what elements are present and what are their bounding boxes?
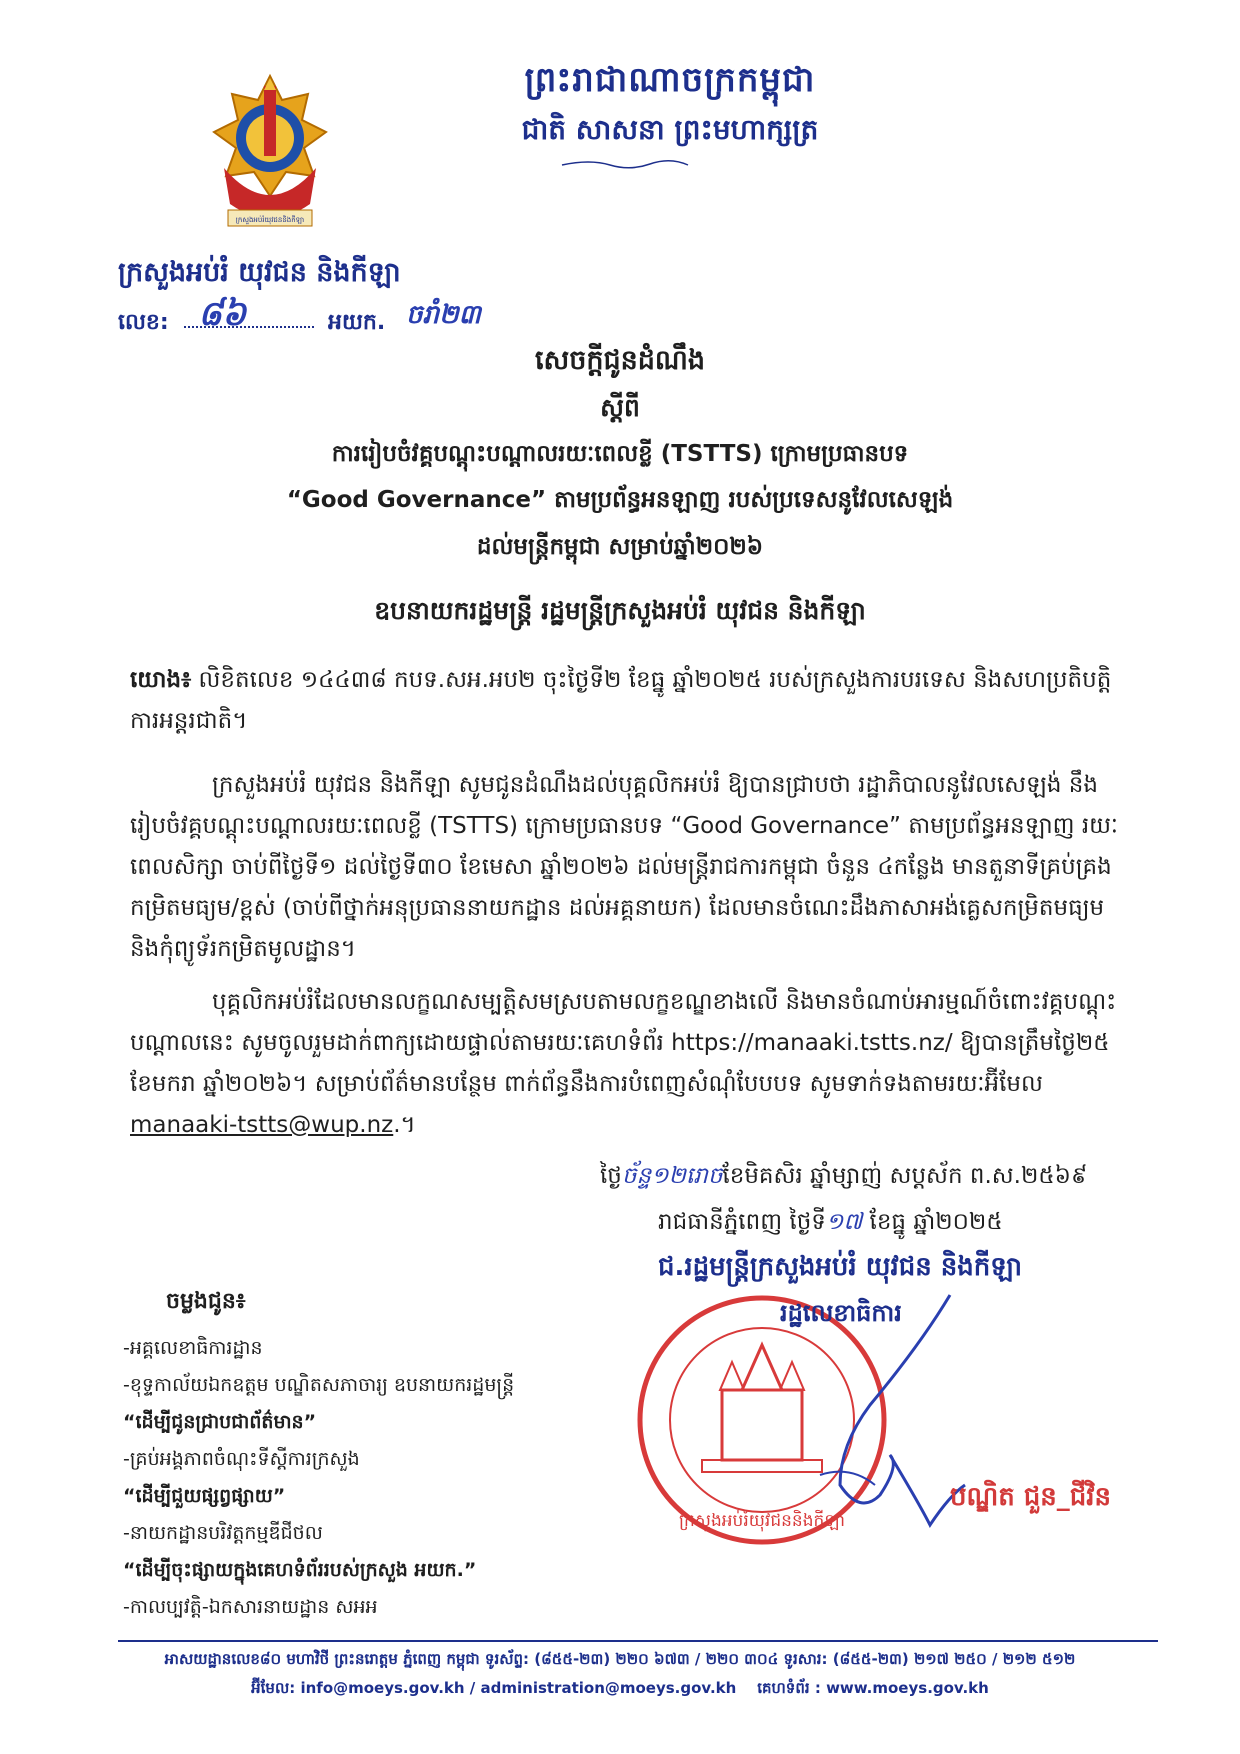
subject-line-2: “Good Governance” តាមប្រព័ន្ធអនឡាញ របស់ប្រទេសនូវែលសេឡង់ [286, 487, 954, 513]
lunar-date-rest: ខែមិគសិរ ឆ្នាំម្សាញ់ សប្តស័ក ព.ស.២៥៦៩ [722, 1163, 1088, 1189]
copy-to-item: -អគ្គលេខាធិការដ្ឋាន [123, 1337, 263, 1359]
kingdom-heading: ព្រះរាជាណាចក្រកម្ពុជា [524, 60, 816, 100]
subject-line-3: ដល់មន្ត្រីកម្ពុជា សម្រាប់ឆ្នាំ២០២៦ [476, 534, 764, 560]
signer-title: ជ.រដ្ឋមន្ត្រីក្រសួងអប់រំ យុវជន និងកីឡា [658, 1252, 1023, 1282]
lunar-date-prefix: ថ្ងៃ [600, 1163, 622, 1189]
reference-number-line [118, 294, 518, 340]
footer-email-label: អ៊ីមែល: [251, 1679, 296, 1697]
footer-contact [0, 1679, 1240, 1701]
footer-website-link[interactable]: www.moeys.gov.kh [826, 1679, 989, 1697]
national-motto: ជាតិ សាសនា ព្រះមហាក្សត្រ [521, 113, 819, 146]
document-subtitle: ស្តីពី [600, 393, 640, 422]
lunar-date-handwritten: ច័ន្ទ១២រោច [621, 1163, 723, 1189]
body-paragraph-2 [130, 982, 1130, 1146]
footer-address: អាសយដ្ឋានលេខ៨០ មហាវិថី ព្រះនរោត្តម ភ្នំពេញ កម្ពុជា ទូរស័ព្ទ: (៨៥៥-២៣) ២២០ ៦៧៣ / ២២០ ៣០៤ ទូរសារ: (៨៥៥-២៣) ២១៧ ២៥០ / ២១២ ៥១២ [164, 1650, 1076, 1668]
reference-number-handwritten: ៨៦ [198, 294, 247, 334]
copy-to-note: “ដើម្បីចុះផ្សាយក្នុងគេហទំព័ររបស់ក្រសួង អយក.” [123, 1559, 477, 1582]
reference-paragraph-text: លិខិតលេខ ១៤៤៣៨ កបទ.សអ.អប២ ចុះថ្ងៃទី២ ខែធ្នូ ឆ្នាំ២០២៥ របស់ក្រសួងការបរទេស និងសហប្រតិបត្តិការអន្តរជាតិ។ [130, 667, 1112, 734]
copy-to-heading: ចម្លងជូន៖ [166, 1289, 246, 1314]
paragraph-2-end: .។ [393, 1111, 416, 1138]
handwritten-signature [800, 1285, 970, 1555]
solar-date-rest: ខែធ្នូ ឆ្នាំ២០២៥ [862, 1209, 1003, 1235]
copy-to-item: -ខុទ្ទកាល័យឯកឧត្តម បណ្ឌិតសភាចារ្យ ឧបនាយករដ្ឋមន្ត្រី [123, 1374, 515, 1397]
ministry-emblem [210, 72, 330, 240]
paragraph-2-deadline-text: ឱ្យបានត្រឹមថ្ងៃ២៥ ខែមករា ឆ្នាំ២០២៦។ សម្រាប់ព័ត៌មានបន្ថែម ពាក់ព័ន្ធនឹងការបំពេញសំណុំបែបបទ សូមទាក់ទងតាមរយៈអ៊ីមែល [130, 1029, 1110, 1097]
document-title: សេចក្តីជូនដំណឹង [534, 345, 706, 376]
reference-suffix: អយក. [328, 310, 386, 335]
copy-to-item: -កាលប្បវត្តិ-ឯកសារនាយដ្ឋាន សអអ [123, 1596, 378, 1619]
reference-paragraph-label: យោង៖ [130, 667, 192, 693]
lunar-date [600, 1162, 1160, 1195]
solar-date-day-handwritten: ១៧ [825, 1209, 863, 1235]
application-url: https://manaaki.tstts.nz/ [671, 1029, 953, 1056]
issuer-heading: ឧបនាយករដ្ឋមន្ត្រី រដ្ឋមន្ត្រីក្រសួងអប់រំ យុវជន និងកីឡា [374, 596, 866, 625]
body-paragraph-1: ក្រសួងអប់រំ យុវជន និងកីឡា សូមជូនដំណឹងដល់បុគ្គលិកអប់រំ ឱ្យបានជ្រាបថា រដ្ឋាភិបាលនូវែលសេឡង់ នឹងរៀបចំវគ្គបណ្តុះបណ្តាលរយៈពេលខ្លី (TSTTS) ក្រោមប្រធានបទ “Good Governance” តាមប្រព័ន្ធអនឡាញ រយៈពេលសិក្សា ចាប់ពីថ្ងៃទី១ ដល់ថ្ងៃទី៣០ ខែមេសា ឆ្នាំ២០២៦ ដល់មន្ត្រីរាជការកម្ពុជា ចំនួន ៤កន្លែង មានតួនាទីគ្រប់គ្រងកម្រិតមធ្យម/ខ្ពស់ (ចាប់ពីថ្នាក់អនុប្រធាននាយកដ្ឋាន ដល់អគ្គនាយក) ដែលមានចំណេះដឹងភាសាអង់គ្លេសកម្រិតមធ្យម និងកុំព្យូទ័រកម្រិតមូលដ្ឋាន។ [130, 772, 1119, 962]
paragraph-2-text: បុគ្គលិកអប់រំដែលមានលក្ខណសម្បត្តិសមស្របតាមលក្ខខណ្ឌខាងលើ និងមានចំណាប់អារម្មណ៍ចំពោះវគ្គបណ្តុះបណ្តាលនេះ សូមចូលរួមដាក់ពាក្យដោយផ្ទាល់តាមរយៈគេហទំព័រ [130, 989, 1117, 1056]
motto-divider-ornament [560, 155, 690, 173]
copy-to-item: -គ្រប់អង្គភាពចំណុះទីស្តីការក្រសួង [123, 1448, 360, 1471]
solar-date-prefix: រាជធានីភ្នំពេញ ថ្ងៃទី [658, 1209, 826, 1235]
emblem-banner-text: ក្រសួងអប់រំយុវជននិងកីឡា [235, 216, 305, 224]
subject-line-1: ការរៀបចំវគ្គបណ្តុះបណ្តាលរយៈពេលខ្លី (TSTTS) ក្រោមប្រធានបទ [331, 441, 909, 467]
copy-to-list [123, 1330, 643, 1626]
signer-role: រដ្ឋលេខាធិការ [780, 1299, 902, 1327]
contact-email-link[interactable]: manaaki-tstts@wup.nz [130, 1111, 394, 1138]
copy-to-note: “ដើម្បីជូនជ្រាបជាព័ត៌មាន” [123, 1411, 317, 1434]
reference-suffix-handwritten: ចរាំ២៣ [406, 300, 481, 330]
signer-name: បណ្ឌិត ជួន_ជីវិន [950, 1482, 1112, 1512]
reference-paragraph [130, 660, 1130, 742]
ministry-name: ក្រសួងអប់រំ យុវជន និងកីឡា [118, 257, 401, 288]
reference-label: លេខ: [118, 310, 169, 335]
footer-emails[interactable]: info@moeys.gov.kh / administration@moeys.gov.kh [300, 1679, 737, 1697]
footer-web-label: គេហទំព័រ : [757, 1679, 821, 1697]
copy-to-note: “ដើម្បីជួយផ្សព្វផ្សាយ” [123, 1485, 286, 1508]
copy-to-item: -នាយកដ្ឋានបរិវត្តកម្មឌីជីថល [123, 1522, 323, 1545]
stamp-text: ក្រសួងអប់រំយុវជននិងកីឡា [678, 1511, 846, 1531]
footer-divider [118, 1640, 1158, 1642]
solar-date [658, 1208, 1158, 1241]
